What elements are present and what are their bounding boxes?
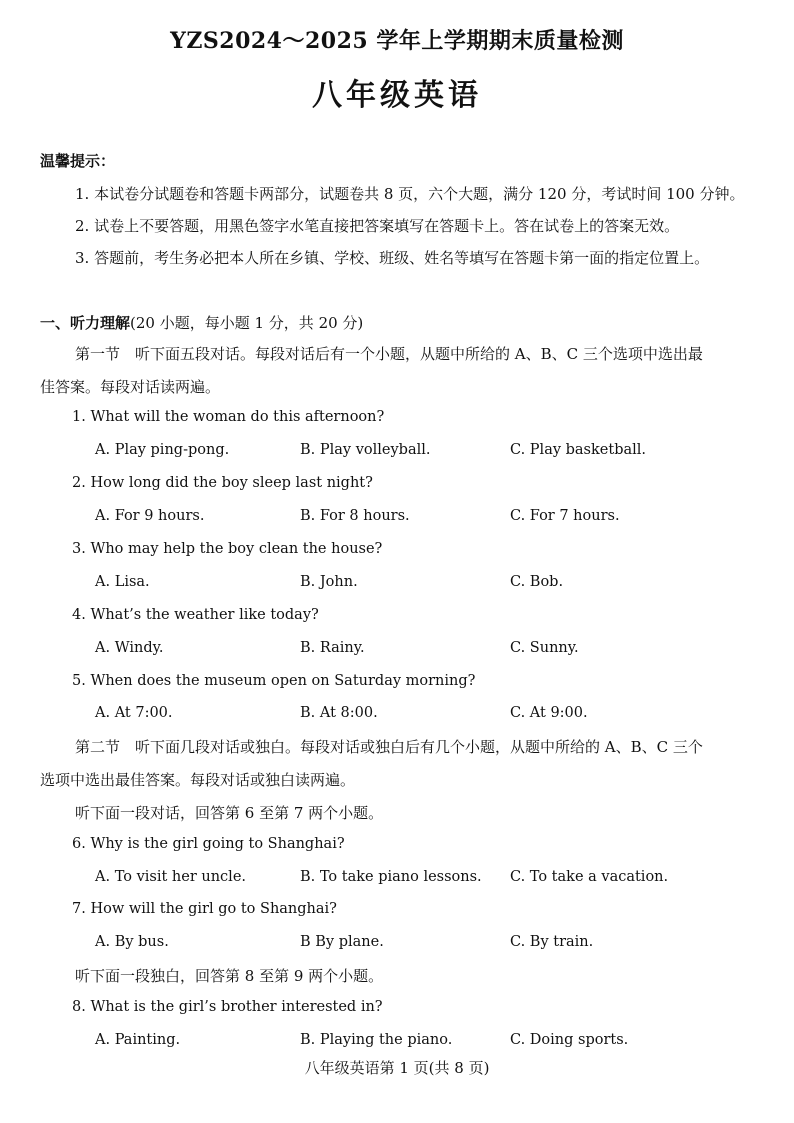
tip-item-1: 1. 本试卷分试题卷和答题卡两部分，试题卷共 8 页，六个大题，满分 120 分，考试时间 100 分钟。 [75, 185, 745, 203]
option-3a: A. Lisa. [95, 574, 150, 590]
tips-heading: 温馨提示： [40, 152, 116, 170]
question-4: 4. What’s the weather like today? [72, 607, 319, 623]
option-2c: C. For 7 hours. [510, 508, 620, 524]
exam-title: YZS2024～2025 学年上学期期末质量检测 [170, 28, 624, 54]
section-heading-title: 一、听力理解 [40, 314, 131, 332]
question-7: 7. How will the girl go to Shanghai? [72, 901, 337, 917]
option-1b: B. Play volleyball. [300, 442, 431, 458]
page-footer: 八年级英语第 1 页(共 8 页) [304, 1059, 490, 1077]
question-2: 2. How long did the boy sleep last night? [72, 475, 373, 491]
option-6a: A. To visit her uncle. [95, 869, 247, 885]
part1-instruction-line1: 第一节 听下面五段对话。每段对话后有一个小题，从题中所给的 A、B、C 三个选项中选出最 [75, 345, 703, 363]
question-6: 6. Why is the girl going to Shanghai? [72, 836, 345, 852]
tip-item-2: 2. 试卷上不要答题，用黑色签字水笔直接把答案填写在答题卡上。答在试卷上的答案无效。 [75, 217, 680, 235]
option-3c: C. Bob. [510, 574, 564, 590]
option-7b: B By plane. [300, 934, 384, 950]
option-6c: C. To take a vacation. [510, 869, 669, 885]
option-1c: C. Play basketball. [510, 442, 647, 458]
option-4c: C. Sunny. [510, 640, 579, 656]
option-7c: C. By train. [510, 934, 594, 950]
exam-subject: 八年级英语 [312, 78, 482, 113]
option-7a: A. By bus. [95, 934, 169, 950]
question-5: 5. When does the museum open on Saturday morning? [72, 673, 476, 689]
option-5a: A. At 7:00. [95, 705, 173, 721]
option-5c: C. At 9:00. [510, 705, 588, 721]
option-3b: B. John. [300, 574, 358, 590]
option-5b: B. At 8:00. [300, 705, 378, 721]
option-4a: A. Windy. [95, 640, 164, 656]
section-heading-score: (20 小题，每小题 1 分，共 20 分) [130, 314, 364, 332]
question-3: 3. Who may help the boy clean the house? [72, 541, 383, 557]
question-8: 8. What is the girl’s brother interested in? [72, 999, 383, 1015]
monologue-intro-8-9: 听下面一段独白，回答第 8 至第 9 两个小题。 [75, 967, 384, 985]
question-1: 1. What will the woman do this afternoon? [72, 409, 385, 425]
part2-instruction-line2: 选项中选出最佳答案。每段对话或独白读两遍。 [40, 771, 356, 789]
option-6b: B. To take piano lessons. [300, 869, 482, 885]
option-8b: B. Playing the piano. [300, 1032, 453, 1048]
option-8a: A. Painting. [95, 1032, 181, 1048]
option-8c: C. Doing sports. [510, 1032, 629, 1048]
option-1a: A. Play ping-pong. [95, 442, 230, 458]
dialogue-intro-6-7: 听下面一段对话，回答第 6 至第 7 两个小题。 [75, 804, 384, 822]
option-2a: A. For 9 hours. [95, 508, 205, 524]
part1-instruction-line2: 佳答案。每段对话读两遍。 [40, 378, 221, 396]
option-4b: B. Rainy. [300, 640, 365, 656]
tip-item-3: 3. 答题前，考生务必把本人所在乡镇、学校、班级、姓名等填写在答题卡第一面的指定位置上。 [75, 249, 710, 267]
part2-instruction-line1: 第二节 听下面几段对话或独白。每段对话或独白后有几个小题，从题中所给的 A、B、C 三个 [75, 738, 703, 756]
option-2b: B. For 8 hours. [300, 508, 410, 524]
section-heading [40, 312, 363, 333]
